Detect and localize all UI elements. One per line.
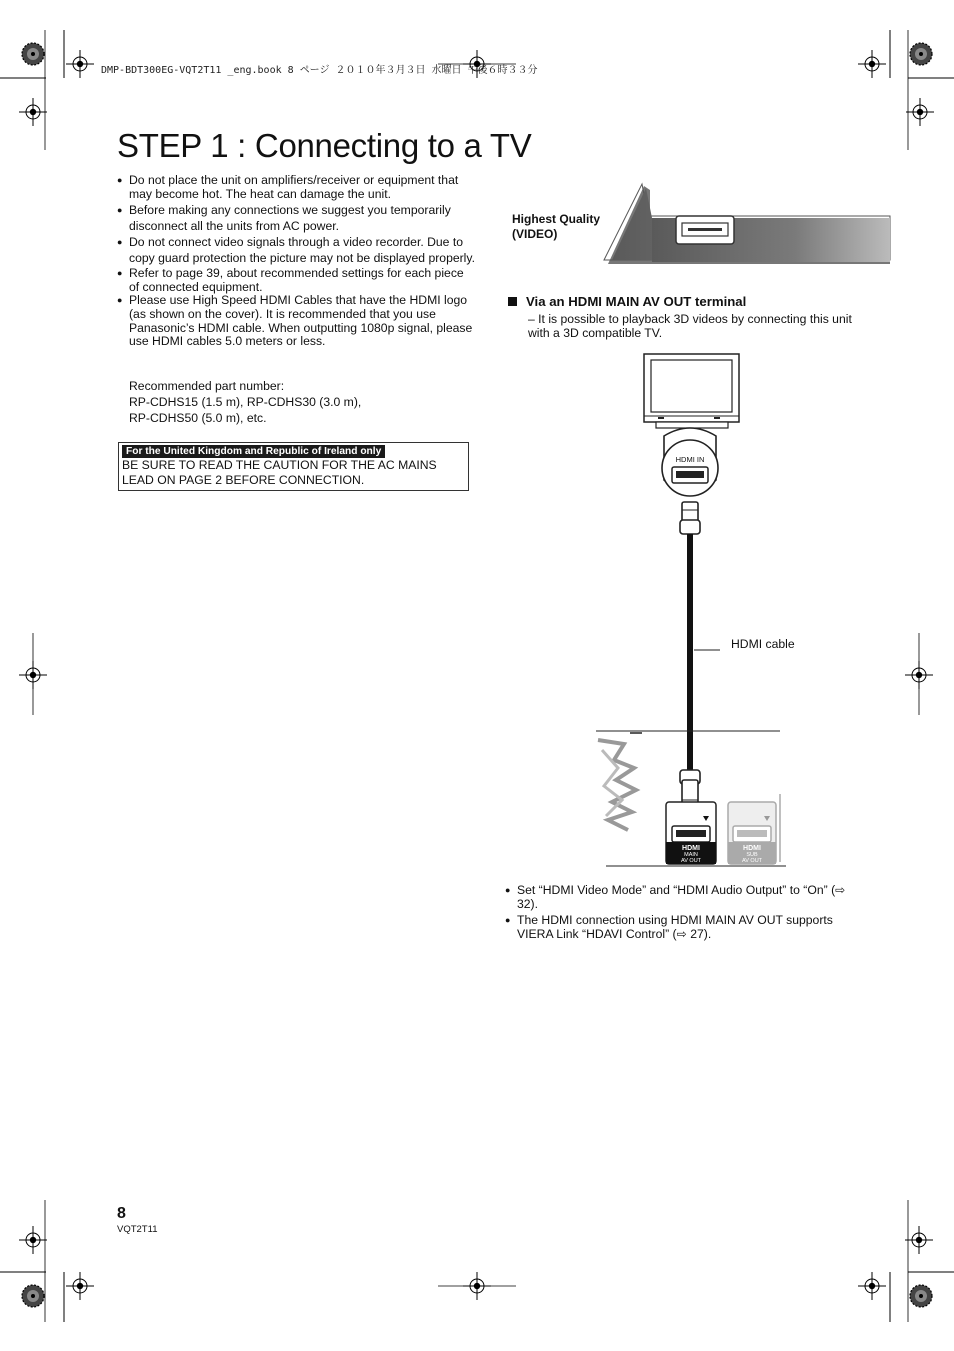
uk-notice-text: BE SURE TO READ THE CAUTION FOR THE AC MAINS LEAD ON PAGE 2 BEFORE CONNECTION. <box>122 458 437 487</box>
list-item: ● Do not connect video signals through a video recorder. Due to copy guard protection the picture may not be displayed properly. <box>117 235 475 266</box>
uk-notice-heading: For the United Kingdom and Republic of Ireland only <box>122 445 385 458</box>
book-header-line: DMP-BDT300EG-VQT2T11 _eng.book 8 ページ ２０１０年３月３日 水曜日 午後６時３３分 <box>101 65 538 76</box>
recommended-parts <box>129 378 361 426</box>
hdmi-cable <box>687 534 693 770</box>
hdmi-sub-av-out-port <box>728 802 776 864</box>
list-item: ● The HDMI connection using HDMI MAIN AV OUT supports VIERA Link “HDAVI Control” (⇨ 27). <box>505 913 833 941</box>
bullet-icon: ● <box>117 237 123 248</box>
recommended-line: RP-CDHS15 (1.5 m), RP-CDHS30 (3.0 m), <box>129 395 362 409</box>
bullet-icon: ● <box>117 205 123 216</box>
quality-label: Highest Quality (VIDEO) <box>512 212 601 241</box>
connection-diagram <box>594 350 794 870</box>
list-item: ● Please use High Speed HDMI Cables that have the HDMI logo (as shown on the cover). It is recommended that you use Panasonic’s HDMI cable. When outputting 1080p signal, please use HDMI cables 5.0 meters or less. <box>117 293 473 349</box>
list-item: ● Before making any connections we suggest you temporarily disconnect all the units from AC power. <box>117 203 451 234</box>
svg-text:SUB: SUB <box>746 852 758 858</box>
page-title: STEP 1 : Connecting to a TV <box>117 127 532 164</box>
bullet-icon: ● <box>505 885 511 895</box>
hdmi-in-label: HDMI IN <box>675 455 705 464</box>
svg-text:HDMI: HDMI <box>682 845 700 852</box>
uk-notice-box <box>118 442 469 491</box>
svg-text:AV OUT: AV OUT <box>680 858 702 864</box>
hdmi-cable-label: HDMI cable <box>731 637 795 651</box>
recommended-label: Recommended part number: <box>129 379 285 393</box>
svg-text:AV OUT: AV OUT <box>741 858 763 864</box>
list-item: ● Do not place the unit on amplifiers/receiver or equipment that may become hot. The heat can damage the unit. <box>117 173 459 201</box>
bullet-icon: ● <box>117 268 123 279</box>
recommended-line: RP-CDHS50 (5.0 m), etc. <box>129 411 267 425</box>
precautions-list <box>117 174 477 349</box>
settings-notes-list <box>505 884 855 944</box>
bullet-icon: ● <box>117 295 123 306</box>
square-bullet-icon <box>508 297 517 306</box>
svg-text:HDMI: HDMI <box>743 845 761 852</box>
section-note: – It is possible to playback 3D videos by connecting this unit with a 3D compatible TV. <box>528 312 852 340</box>
tv-icon <box>644 354 739 428</box>
bullet-icon: ● <box>505 915 511 926</box>
section-heading: Via an HDMI MAIN AV OUT terminal <box>508 294 746 309</box>
model-code: VQT2T11 <box>117 1224 158 1235</box>
page-number: 8 <box>117 1205 126 1222</box>
list-item: ● Refer to page 39, about recommended settings for each piece of connected equipment. <box>117 266 464 294</box>
hdmi-main-av-out-port <box>666 802 716 864</box>
svg-text:MAIN: MAIN <box>684 852 698 858</box>
list-item: ● Set “HDMI Video Mode” and “HDMI Audio Output” to “On” (⇨ 32). <box>505 883 846 911</box>
quality-banner <box>598 180 898 270</box>
bullet-icon: ● <box>117 175 123 185</box>
